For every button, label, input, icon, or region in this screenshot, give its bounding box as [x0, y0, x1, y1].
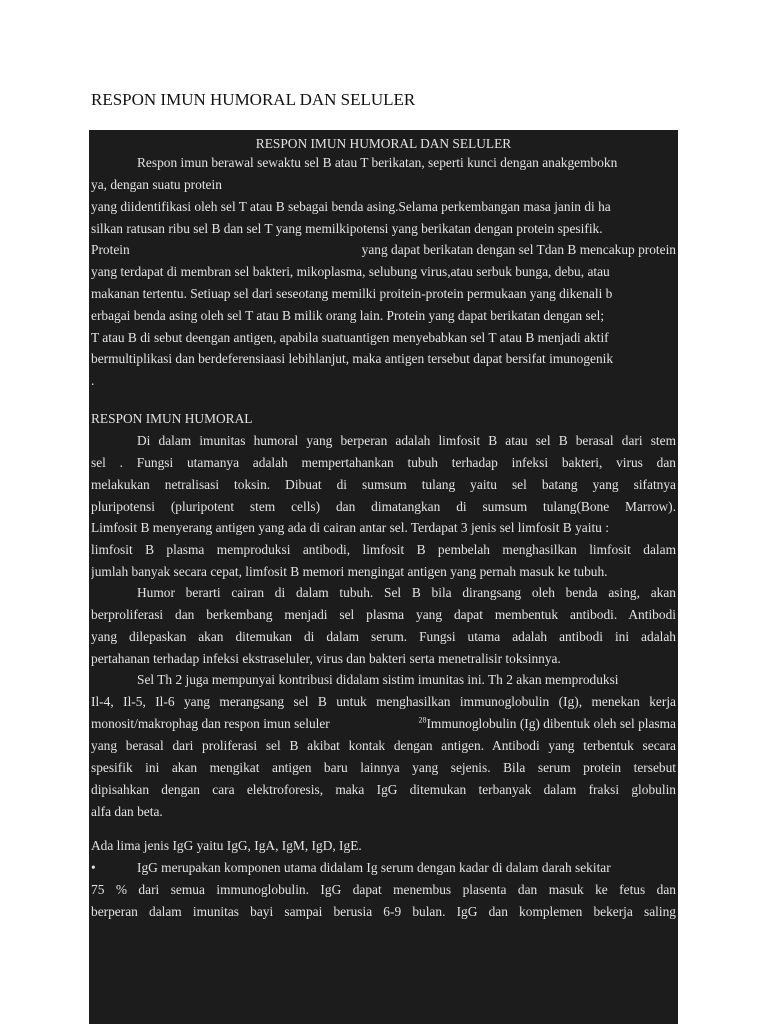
paragraph-line: yang berasal dari proliferasi sel B akibat kontak dengan antigen. Antibodi yang terbentuk secara — [91, 738, 676, 753]
paragraph-line: Limfosit B menyerang antigen yang ada di cairan antar sel. Terdapat 3 jenis sel limfosit B yaitu : — [91, 520, 609, 535]
paragraph-line: Humor berarti cairan di dalam tubuh. Sel B bila dirangsang oleh benda asing, akan — [137, 585, 676, 600]
citation-superscript: 28 — [418, 715, 427, 725]
intro-line: makanan tertentu. Setiuap sel dari seseotang memilki proitein-protein permukaan yang dikenali b — [91, 286, 613, 301]
intro-line: ya, dengan suatu protein — [91, 177, 222, 192]
paragraph-line: dipisahkan dengan cara elektroforesis, maka IgG ditemukan terbanyak dalam fraksi globulin — [91, 782, 676, 797]
intro-line-split — [91, 239, 676, 261]
paragraph-line: Di dalam imunitas humoral yang berperan adalah limfosit B atau sel B berasal dari stem — [137, 433, 676, 448]
bullet-icon: • — [91, 860, 96, 875]
igg-intro: Ada lima jenis IgG yaitu IgG, IgA, IgM, IgD, IgE. — [91, 838, 362, 853]
document-panel — [89, 130, 678, 1024]
paragraph-line: alfa dan beta. — [91, 804, 163, 819]
intro-line: . — [91, 373, 95, 388]
intro-line: erbagai benda asing oleh sel T atau B milik orang lain. Protein yang dapat berikatan dengan sel; — [91, 308, 605, 323]
paragraph-line: jumlah banyak secara cepat, limfosit B memori mengingat antigen yang pernah masuk ke tubuh. — [91, 564, 608, 579]
paragraph-segment: monosit/makrophag dan respon imun seluler — [91, 716, 330, 731]
intro-line: T atau B di sebut deengan antigen, apabila suatuantigen menyebabkan sel T atau B menjadi aktif — [91, 330, 609, 345]
paragraph-segment: Immunoglobulin (Ig) dibentuk oleh sel plasma — [426, 716, 676, 731]
paragraph-line: Sel Th 2 juga mempunyai kontribusi didalam sistim imunitas ini. Th 2 akan memproduksi — [137, 672, 619, 687]
intro-line: bermultiplikasi dan berdeferensiaasi lebihlanjut, maka antigen tersebut dapat bersifat imunogenik — [91, 351, 614, 366]
paragraph-line-with-superscript — [91, 713, 676, 735]
paragraph-line: 75 % dari semua immunoglobulin. IgG dapat menembus plasenta dan masuk ke fetus dan — [91, 882, 676, 897]
paragraph-line: melakukan netralisasi toksin. Dibuat di sumsum tulang yaitu sel batang yang sifatnya — [91, 477, 676, 492]
intro-line: yang diidentifikasi oleh sel T atau B sebagai benda asing.Selama perkembangan masa janin di ha — [91, 199, 611, 214]
paragraph-line: limfosit B plasma memproduksi antibodi, limfosit B pembelah menghasilkan limfosit dalam — [91, 542, 676, 557]
paragraph-line: sel . Fungsi utamanya adalah mempertahankan tubuh terhadap infeksi bakteri, virus dan — [91, 455, 676, 470]
paragraph-line: pluripotensi (pluripotent stem cells) dan dimatangkan di sumsum tulang(Bone Marrow). — [91, 499, 676, 514]
section-heading: RESPON IMUN HUMORAL — [91, 411, 253, 426]
paragraph-line: Il-4, Il-5, Il-6 yang merangsang sel B untuk menghasilkan immunoglobulin (Ig), menekan kerja — [91, 694, 676, 709]
intro-line: Respon imun berawal sewaktu sel B atau T berikatan, seperti kunci dengan anakgembokn — [137, 155, 618, 170]
intro-line: yang terdapat di membran sel bakteri, mikoplasma, selubung virus,atau serbuk bunga, debu, atau — [91, 264, 610, 279]
paragraph-line: berproliferasi dan berkembang menjadi sel plasma yang dapat membentuk antibodi. Antibodi — [91, 607, 676, 622]
page-title: RESPON IMUN HUMORAL DAN SELULER — [91, 90, 416, 109]
paragraph-line: yang dilepaskan akan ditemukan di dalam serum. Fungsi utama adalah antibodi ini adalah — [91, 629, 676, 644]
intro-line: silkan ratusan ribu sel B dan sel T yang memilkipotensi yang berikatan dengan protein spesifik. — [91, 221, 603, 236]
bullet-line — [91, 857, 676, 879]
paragraph-line: pertahanan terhadap infeksi ekstraseluler, virus dan bakteri serta menetralisir toksinnya. — [91, 651, 561, 666]
paragraph-line: berperan dalam imunitas bayi sampai berusia 6-9 bulan. IgG dan komplemen bekerja saling — [91, 904, 676, 919]
intro-line: Protein — [91, 242, 130, 257]
intro-line: yang dapat berikatan dengan sel Tdan B mencakup protein — [361, 242, 676, 257]
paragraph-line: spesifik ini akan mengikat antigen baru lainnya yang sejenis. Bila serum protein tersebut — [91, 760, 676, 775]
paragraph-segment: IgG merupakan komponen utama didalam Ig serum dengan kadar di dalam darah sekitar — [137, 860, 611, 875]
panel-title: RESPON IMUN HUMORAL DAN SELULER — [255, 136, 512, 151]
